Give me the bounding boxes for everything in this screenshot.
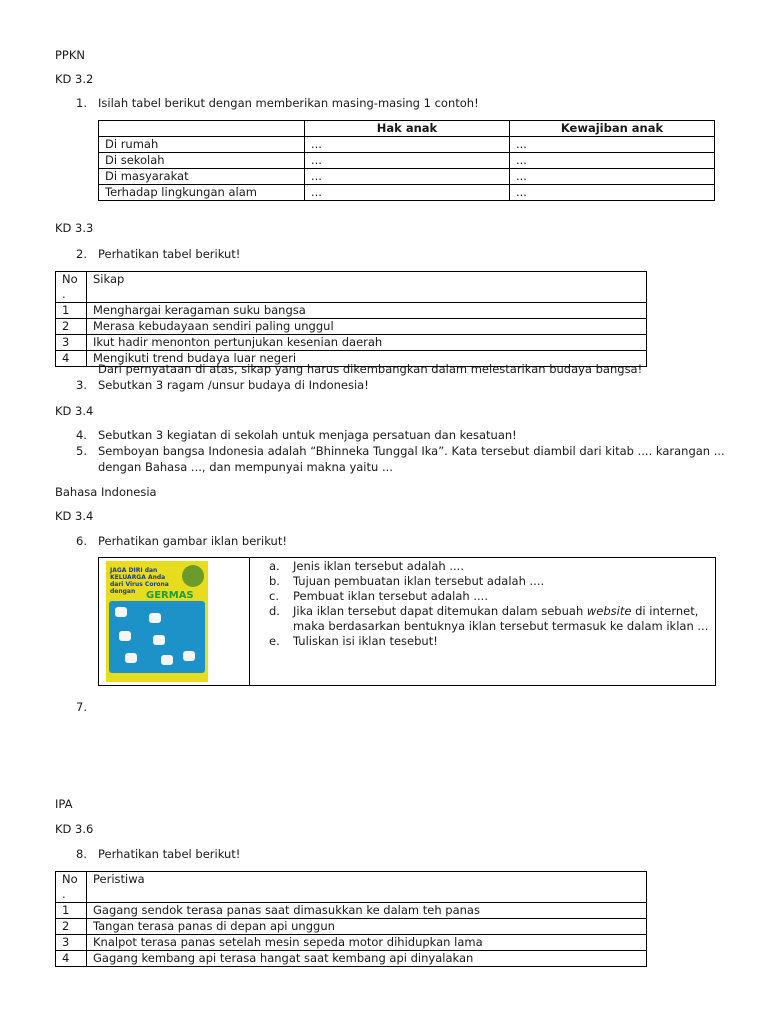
q8-number: 8. [76, 847, 87, 861]
q3-number: 3. [76, 378, 87, 392]
illustration-icon [153, 635, 165, 645]
table-row [56, 319, 647, 335]
cell: ... [510, 169, 715, 185]
section-kd36: KD 3.6 [55, 822, 94, 836]
cell: ... [305, 153, 510, 169]
cell: ... [510, 137, 715, 153]
peristiwa-table [55, 871, 647, 967]
ad-divider [249, 558, 250, 685]
q5-number: 5. [76, 444, 87, 458]
q2-number: 2. [76, 247, 87, 261]
cell: 3 [56, 335, 87, 351]
item-text: Tujuan pembuatan iklan tersebut adalah .... [293, 574, 545, 588]
cell: ... [305, 169, 510, 185]
cell: 2 [56, 919, 87, 935]
cell: ... [510, 153, 715, 169]
poster-panel [109, 601, 205, 673]
q8-text: Perhatikan tabel berikut! [98, 847, 241, 861]
cell: Di rumah [99, 137, 305, 153]
illustration-icon [119, 631, 131, 641]
virus-icon [182, 565, 204, 587]
q6-text: Perhatikan gambar iklan berikut! [98, 534, 287, 548]
cell: Mengikuti trend budaya luar negeri [87, 351, 647, 367]
table-header [56, 872, 647, 903]
sikap-table [55, 271, 647, 367]
section-kd32: KD 3.2 [55, 72, 94, 86]
illustration-icon [183, 651, 195, 661]
ad-questions [269, 559, 708, 649]
cell: 4 [56, 951, 87, 967]
item-letter: d. [269, 604, 280, 618]
q4-text: Sebutkan 3 kegiatan di sekolah untuk menjaga persatuan dan kesatuan! [98, 428, 517, 442]
q6-number: 6. [76, 534, 87, 548]
cell: Di masyarakat [99, 169, 305, 185]
q7-number: 7. [76, 700, 87, 714]
table-row [56, 935, 647, 951]
list-item [269, 589, 708, 604]
q5-line2: dengan Bahasa ..., dan mempunyai makna yaitu ... [98, 460, 393, 474]
rights-table [98, 120, 715, 201]
list-item [269, 574, 708, 589]
item-text: Pembuat iklan tersebut adalah .... [293, 589, 488, 603]
section-kd34: KD 3.4 [55, 404, 94, 418]
item-emphasis: website [586, 604, 632, 618]
cell: Terhadap lingkungan alam [99, 185, 305, 201]
item-text: di internet, [631, 604, 699, 618]
table-row [99, 153, 715, 169]
item-text: Jenis iklan tersebut adalah .... [293, 559, 464, 573]
cell: 2 [56, 319, 87, 335]
table-row [56, 903, 647, 919]
cell: 1 [56, 303, 87, 319]
item-letter: b. [269, 574, 280, 588]
illustration-icon [149, 613, 161, 623]
q2-text: Perhatikan tabel berikut! [98, 247, 241, 261]
table-row [99, 185, 715, 201]
table-row [99, 169, 715, 185]
poster-title: JAGA DIRI dan KELUARGA Anda dari Virus Corona dengan [110, 567, 169, 595]
table-row [56, 951, 647, 967]
cell: Ikut hadir menonton pertunjukan kesenian daerah [87, 335, 647, 351]
q3-text: Sebutkan 3 ragam /unsur budaya di Indonesia! [98, 378, 369, 392]
list-item [269, 559, 708, 574]
cell: Gagang kembang api terasa hangat saat kembang api dinyalakan [87, 951, 647, 967]
table-header [56, 272, 647, 303]
q1-text: Isilah tabel berikut dengan memberikan masing-masing 1 contoh! [98, 96, 479, 110]
table-row [56, 919, 647, 935]
item-letter: c. [269, 589, 279, 603]
table-row [56, 335, 647, 351]
q5-line1: Semboyan bangsa Indonesia adalah “Bhinneka Tunggal Ika”. Kata tersebut diambil dari kitab .... karangan ... [98, 444, 725, 458]
q2-followup: Dari pernyataan di atas, sikap yang harus dikembangkan dalam melestarikan budaya bangsa! [98, 362, 643, 376]
ad-poster-image [106, 561, 208, 682]
illustration-icon [115, 607, 127, 617]
item-text: Jika iklan tersebut dapat ditemukan dalam sebuah [293, 604, 587, 618]
cell: Menghargai keragaman suku bangsa [87, 303, 647, 319]
cell: Merasa kebudayaan sendiri paling unggul [87, 319, 647, 335]
ad-box [98, 557, 716, 686]
section-ppkn: PPKN [55, 48, 86, 62]
header-sikap: Sikap [87, 272, 647, 303]
cell: Knalpot terasa panas setelah mesin sepeda motor dihidupkan lama [87, 935, 647, 951]
cell: ... [305, 185, 510, 201]
item-text: Tuliskan isi iklan tesebut! [293, 634, 438, 648]
header-peristiwa: Peristiwa [87, 872, 647, 903]
item-letter: e. [269, 634, 280, 648]
cell: ... [510, 185, 715, 201]
cell: ... [305, 137, 510, 153]
header-kewajiban: Kewajiban anak [510, 121, 715, 137]
list-item [269, 634, 708, 649]
item-letter: a. [269, 559, 280, 573]
cell: Tangan terasa panas di depan api unggun [87, 919, 647, 935]
poster-germas: GERMAS [146, 590, 194, 601]
section-ipa: IPA [55, 797, 73, 811]
q1-number: 1. [76, 96, 87, 110]
header-no: No . [56, 872, 87, 903]
cell: 4 [56, 351, 87, 367]
illustration-icon [125, 653, 137, 663]
list-item [269, 604, 708, 634]
header-empty [99, 121, 305, 137]
item-text-line2: maka berdasarkan bentuknya iklan tersebut termasuk ke dalam iklan ... [293, 619, 709, 633]
table-row [99, 137, 715, 153]
q4-number: 4. [76, 428, 87, 442]
table-row [56, 303, 647, 319]
illustration-icon [161, 655, 173, 665]
cell: Gagang sendok terasa panas saat dimasukkan ke dalam teh panas [87, 903, 647, 919]
cell: 3 [56, 935, 87, 951]
header-hak: Hak anak [305, 121, 510, 137]
table-header [99, 121, 715, 137]
section-kd33: KD 3.3 [55, 221, 94, 235]
section-bahasa: Bahasa Indonesia [55, 485, 157, 499]
cell: Di sekolah [99, 153, 305, 169]
header-no: No . [56, 272, 87, 303]
section-kd34b: KD 3.4 [55, 509, 94, 523]
cell: 1 [56, 903, 87, 919]
